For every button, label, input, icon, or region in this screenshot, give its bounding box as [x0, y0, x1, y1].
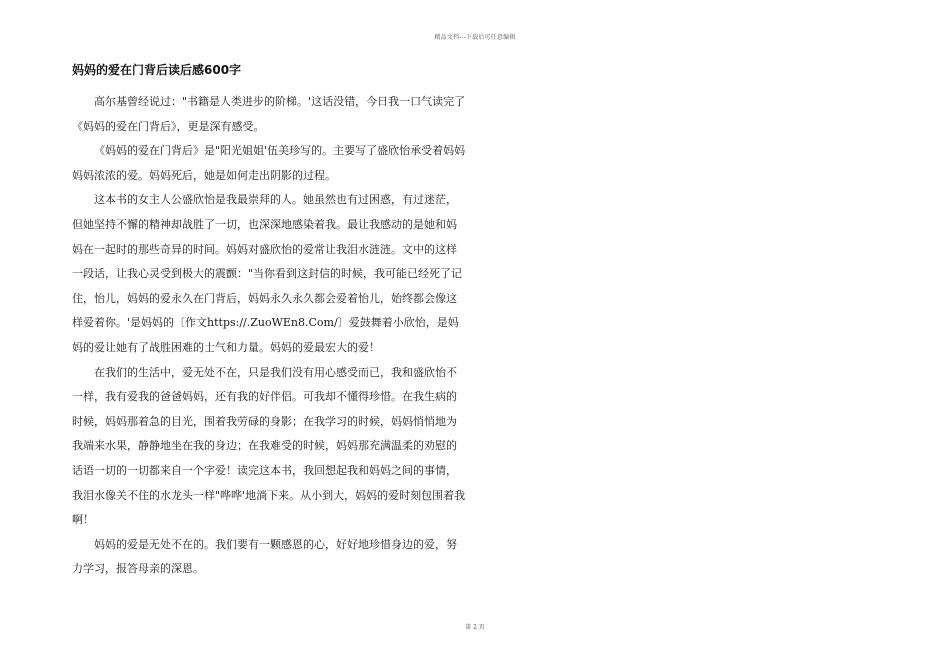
- paragraph: 在我们的生活中，爱无处不在，只是我们没有用心感受而已，我和盛欣怡不一样，我有爱我的爸爸妈妈，还有我的好伴侣。可我却不懂得珍惜。在我生病的时候，妈妈那着急的目光，围着我劳碌的身影；在我学习的时候，妈妈悄悄地为我端来水果，静静地坐在我的身边；在我难受的时候，妈妈那充满温柔的劝慰的话语一切的一切都来自一个字爱！读完这本书，我回想起我和妈妈之间的事情，我泪水像关不住的水龙头一样"哗哗'地淌下来。从小到大，妈妈的爱时刻包围着我啊！: [72, 365, 466, 527]
- paragraph: 《妈妈的爱在门背后》是"阳光姐姐'伍美珍写的。主要写了盛欣怡承受着妈妈妈妈浓浓的爱。妈妈死后，她是如何走出阴影的过程。: [72, 144, 466, 182]
- paragraph: 高尔基曾经说过："书籍是人类进步的阶梯。'这话没错，今日我一口气读完了《妈妈的爱在门背后》，更是深有感受。: [72, 95, 466, 133]
- document-title: 妈妈的爱在门背后读后感600字: [72, 63, 242, 77]
- paragraph: 这本书的女主人公盛欣怡是我最崇拜的人。她虽然也有过困惑，有过迷茫，但她坚持不懈的精神却战胜了一切，也深深地感染着我。最让我感动的是她和妈妈在一起时的那些奇异的时间。妈妈对盛欣怡的爱常让我泪水涟涟。文中的这样一段话，让我心灵受到极大的震颤："当你看到这封信的时候，我可能已经死了记住，怡儿，妈妈的爱永久在门背后，妈妈永久永久都会爱着怡儿，始终都会像这样爱着你。'是妈妈的〔作文https://.ZuoWEn8.Com/〕爱鼓舞着小欣怡，是妈妈的爱让她有了战胜困难的士气和力量。妈妈的爱最宏大的爱！: [72, 193, 463, 354]
- document-body: [72, 90, 467, 582]
- page-header: 精品文档---下载后可任意编辑: [434, 34, 516, 41]
- document-content: [72, 58, 467, 582]
- page-number: 第 2 页: [465, 624, 485, 631]
- paragraph: 妈妈的爱是无处不在的。我们要有一颗感恩的心，好好地珍惜身边的爱，努力学习，报答母亲的深恩。: [72, 537, 457, 576]
